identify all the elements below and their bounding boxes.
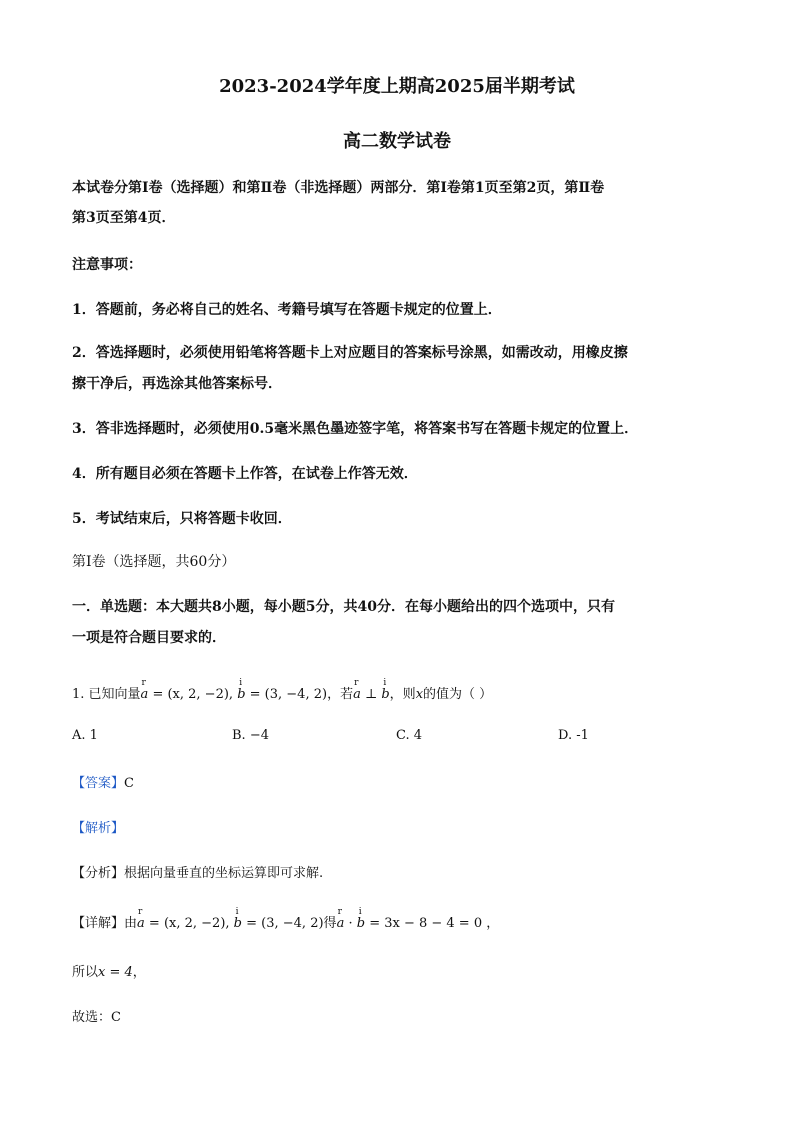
detail-vector-b: i b — [234, 916, 242, 931]
variable-x: x — [415, 687, 424, 702]
intro-line-2: 第3页至第4页． — [72, 210, 176, 226]
dot-vector-a: r a — [337, 916, 345, 931]
notice-item-2-line-2: 擦干净后，再选涂其他答案标号． — [72, 376, 282, 392]
vector-b: i b — [237, 687, 245, 702]
intro-line-1: 本试卷分第Ⅰ卷（选择题）和第Ⅱ卷（非选择题）两部分．第Ⅰ卷第1页至第2页，第Ⅱ卷 — [72, 180, 605, 196]
vector-a-coords: = (x, 2, −2), — [148, 687, 238, 702]
option-b: B. −4 — [232, 728, 269, 743]
notice-item-4: 4．所有题目必须在答题卡上作答，在试卷上作答无效． — [72, 466, 418, 482]
detail-result: = 3x − 8 − 4 = 0 ， — [365, 916, 500, 931]
page-subtitle: 高二数学试卷 — [343, 131, 451, 152]
answer-line — [72, 772, 134, 791]
detail-tag: 【详解】 — [72, 916, 125, 931]
notice-item-2-line-1: 2．答选择题时，必须使用铅笔将答题卡上对应题目的答案标号涂黑，如需改动，用橡皮擦 — [72, 345, 628, 361]
perp-vector-a: r a — [353, 687, 361, 702]
choose-line: 故选：C — [72, 1010, 121, 1025]
option-c: C. 4 — [396, 728, 423, 743]
vector-a: r a — [141, 687, 149, 702]
answer-value: C — [124, 776, 134, 791]
option-a: A. 1 — [72, 728, 98, 743]
vector-b-coords: = (3, −4, 2) — [245, 687, 328, 702]
fenxi-text: 根据向量垂直的坐标运算即可求解. — [124, 866, 324, 881]
so-text: 所以 — [72, 965, 99, 980]
detail-pre: 由 — [124, 916, 138, 931]
perp-vector-b: i b — [381, 687, 389, 702]
detail-vector-a-coords: = (x, 2, −2), — [144, 916, 234, 931]
so-end: ， — [132, 965, 146, 980]
detail-line — [72, 912, 499, 931]
detail-de: 得 — [323, 916, 337, 931]
part-instructions-line-1: 一．单选题：本大题共8小题，每小题5分，共40分．在每小题给出的四个选项中，只有 — [72, 599, 615, 615]
section-title: 第Ⅰ卷（选择题，共60分） — [72, 554, 236, 570]
dot-symbol: · — [344, 916, 357, 931]
detail-vector-a: r a — [137, 916, 145, 931]
so-line — [72, 961, 146, 980]
question-1-stem — [72, 683, 492, 702]
option-d: D. -1 — [558, 728, 589, 743]
fenxi-line — [72, 862, 323, 881]
fenxi-tag: 【分析】 — [72, 866, 125, 881]
notice-heading: 注意事项： — [72, 257, 142, 273]
so-value: x = 4 — [98, 965, 133, 980]
perp-symbol: ⊥ — [360, 687, 382, 702]
part-instructions-line-2: 一项是符合题目要求的． — [72, 630, 226, 646]
answer-tag: 【答案】 — [72, 776, 125, 791]
notice-item-3: 3．答非选择题时，必须使用0.5毫米黑色墨迹签字笔，将答案书写在答题卡规定的位置上． — [72, 421, 639, 437]
dot-vector-b: i b — [357, 916, 365, 931]
page-title: 2023-2024学年度上期高2025届半期考试 — [219, 76, 575, 97]
question-1-suffix-1: ，则 — [389, 687, 416, 702]
question-1-prefix: 1. 已知向量 — [72, 687, 141, 702]
detail-vector-b-coords: = (3, −4, 2) — [242, 916, 324, 931]
question-1-suffix-2: 的值为（ ） — [423, 687, 493, 702]
analysis-tag: 【解析】 — [72, 821, 125, 836]
question-1-mid: ，若 — [327, 687, 354, 702]
analysis-line — [72, 817, 124, 836]
notice-item-5: 5．考试结束后，只将答题卡收回． — [72, 511, 292, 527]
notice-item-1: 1．答题前，务必将自己的姓名、考籍号填写在答题卡规定的位置上． — [72, 302, 502, 318]
